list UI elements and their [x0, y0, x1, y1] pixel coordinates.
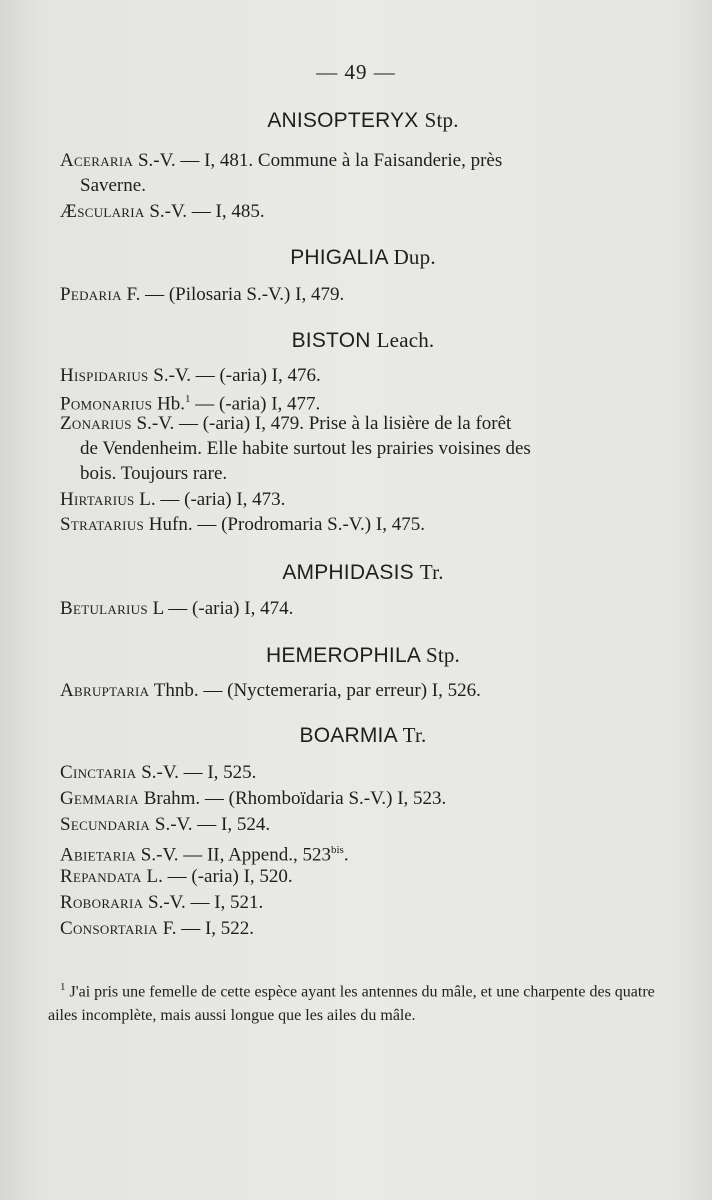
genus-name: BOARMIA	[299, 724, 397, 747]
species-text-2: — (-aria) I, 477.	[195, 393, 321, 415]
entry-consortaria	[60, 916, 666, 941]
genus-heading-hemerophila	[60, 643, 666, 668]
entry-hirtarius	[60, 487, 666, 512]
species-text: S.-V. — (-aria) I, 479. Prise à la lisière de la forêt	[136, 413, 512, 434]
genus-heading-phigalia	[60, 245, 666, 270]
entry-betularius	[60, 596, 666, 621]
species-text: Thnb. — (Nyctemeraria, par erreur) I, 526.	[153, 680, 481, 701]
species-name: Consortaria	[60, 918, 158, 939]
genus-heading-biston	[60, 328, 666, 353]
genus-name: PHIGALIA	[290, 246, 388, 269]
species-name: Pedaria	[60, 284, 122, 305]
bis-superscript: bis	[330, 844, 344, 856]
genus-author: Stp.	[425, 643, 461, 667]
entry-pedaria	[60, 282, 666, 307]
species-name: Hispidarius	[60, 365, 149, 386]
entry-cinctaria	[60, 760, 666, 785]
entry-aceraria	[60, 148, 666, 198]
entry-gemmaria	[60, 786, 666, 811]
species-name: Roboraria	[60, 892, 144, 913]
species-name: Betularius	[60, 598, 148, 619]
species-text: F. — (Pilosaria S.-V.) I, 479.	[126, 284, 345, 305]
species-text: L. — (-aria) I, 520.	[146, 866, 293, 887]
genus-author: Dup.	[393, 245, 436, 269]
footnote	[48, 975, 668, 1028]
species-text-continued: Saverne.	[80, 175, 146, 196]
genus-name: HEMEROPHILA	[265, 644, 420, 667]
genus-author: Tr.	[402, 723, 427, 747]
species-text: S.-V. — I, 524.	[154, 814, 271, 835]
species-text: F. — I, 522.	[162, 918, 255, 939]
species-text: L — (-aria) I, 474.	[152, 598, 294, 619]
species-text: Hufn. — (Prodromaria S.-V.) I, 475.	[148, 514, 425, 535]
species-name: Æscularia	[60, 201, 145, 222]
species-name: Aceraria	[60, 150, 134, 171]
species-text: S.-V. — I, 485.	[149, 201, 265, 222]
species-name: Secundaria	[60, 814, 151, 835]
species-name: Hirtarius	[60, 489, 135, 510]
entry-hispidarius	[60, 363, 666, 388]
species-text: Brahm. — (Rhomboïdaria S.-V.) I, 523.	[143, 788, 447, 809]
entry-zonarius	[60, 411, 666, 486]
species-text-tail: .	[343, 844, 349, 866]
genus-author: Stp.	[424, 108, 459, 132]
species-name: Pomonarius	[60, 393, 153, 415]
genus-name: AMPHIDASIS	[282, 561, 414, 584]
species-name: Abietaria	[60, 844, 137, 866]
entry-abruptaria	[60, 678, 666, 703]
species-name: Zonarius	[60, 413, 132, 434]
genus-name: ANISOPTERYX	[267, 109, 419, 132]
entry-aescularia	[60, 199, 666, 224]
genus-heading-amphidasis	[60, 560, 666, 585]
species-name: Repandata	[60, 866, 142, 887]
species-name: Cinctaria	[60, 762, 137, 783]
genus-name: BISTON	[291, 329, 371, 352]
entry-stratarius	[60, 512, 666, 537]
species-text: S.-V. — (-aria) I, 476.	[153, 365, 321, 386]
species-text: S.-V. — II, Append., 523	[140, 844, 331, 866]
footnote-reference: 1	[185, 393, 191, 405]
entry-roboraria	[60, 890, 666, 915]
entry-abietaria	[60, 838, 666, 867]
species-name: Abruptaria	[60, 680, 150, 701]
species-text-continued-1: de Vendenheim. Elle habite surtout les prairies voisines des	[80, 438, 531, 459]
page-number: — 49 —	[316, 60, 396, 84]
species-text: S.-V. — I, 481. Commune à la Faisanderie, près	[137, 150, 503, 171]
species-text: S.-V. — I, 525.	[141, 762, 257, 783]
species-text: L. — (-aria) I, 473.	[139, 489, 286, 510]
genus-author: Tr.	[419, 560, 444, 584]
genus-author: Leach.	[376, 328, 435, 352]
entry-repandata	[60, 864, 666, 889]
footnote-marker: 1	[60, 981, 66, 993]
species-text: S.-V. — I, 521.	[148, 892, 264, 913]
species-name: Gemmaria	[60, 788, 139, 809]
species-text: Hb.	[157, 393, 186, 415]
genus-heading-anisopteryx	[60, 108, 666, 133]
footnote-text: J'ai pris une femelle de cette espèce ayant les antennes du mâle, et une charpente des quatre ailes incomplète, mais aussi longue que les ailes du mâle.	[48, 983, 655, 1025]
species-text-continued-2: bois. Toujours rare.	[80, 463, 228, 484]
entry-secundaria	[60, 812, 666, 837]
species-name: Stratarius	[60, 514, 145, 535]
genus-heading-boarmia	[60, 723, 666, 748]
